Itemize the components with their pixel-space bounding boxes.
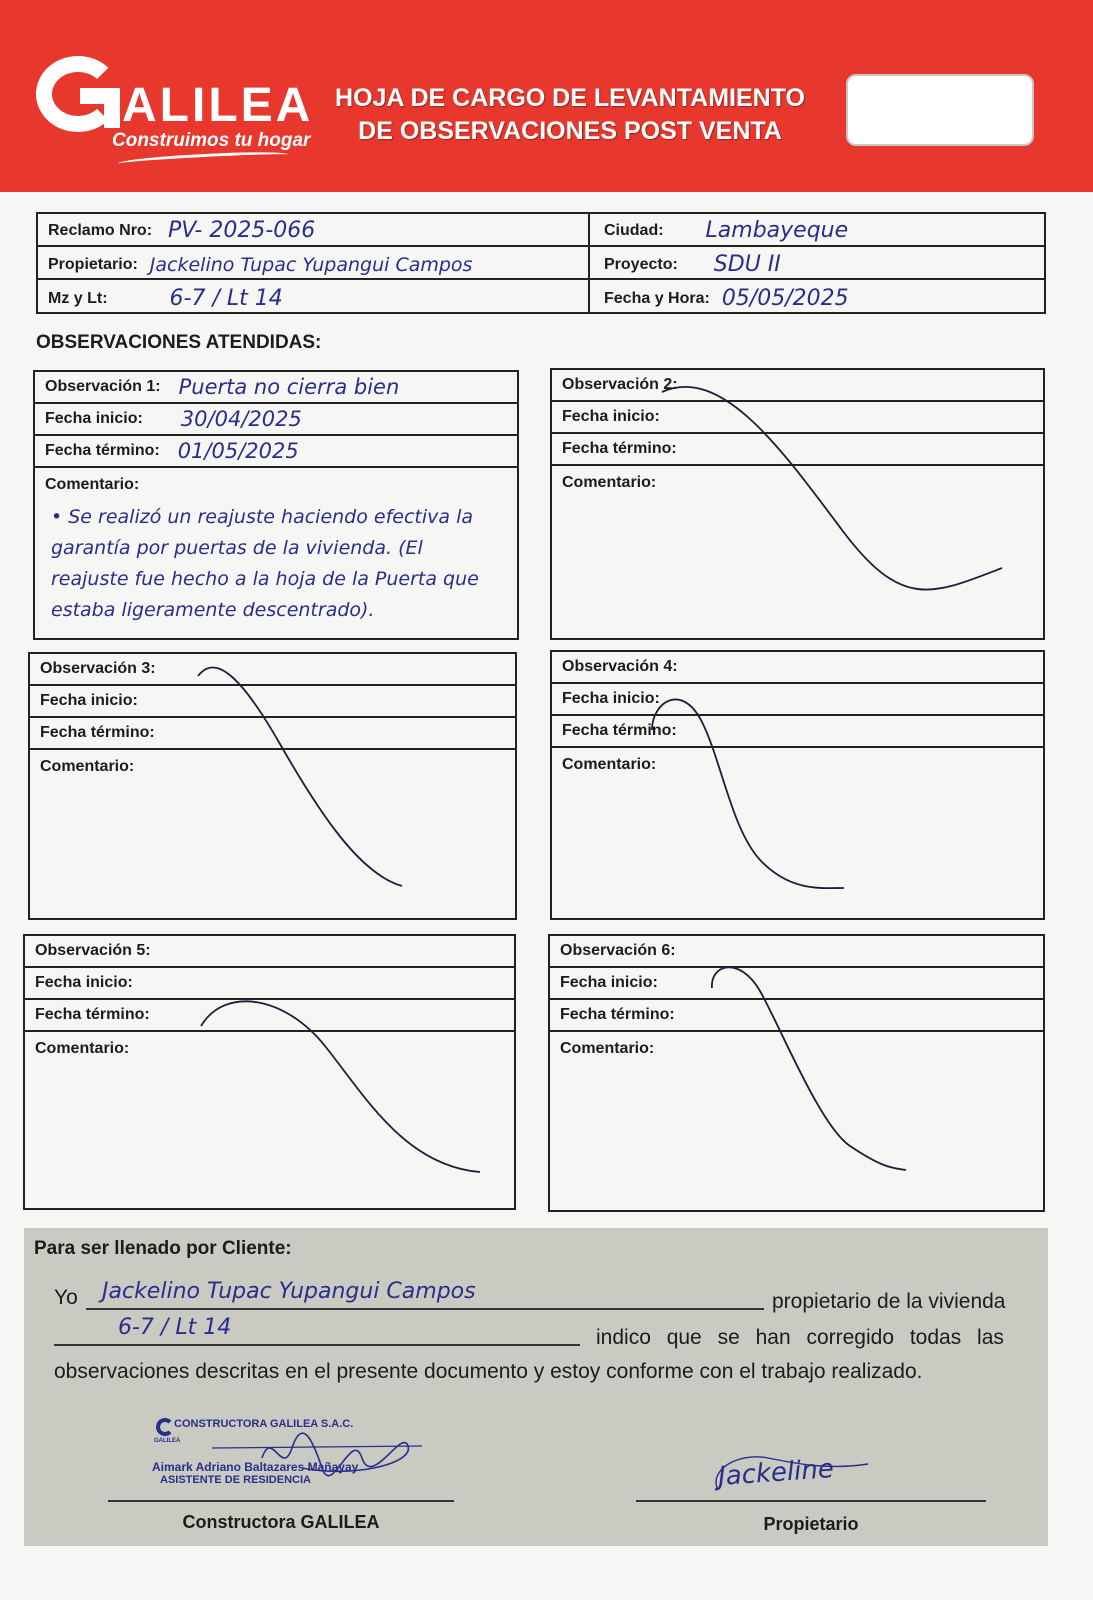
fecha-termino-label: Fecha término: [562,722,677,739]
reclamo-label: Reclamo Nro: [48,221,153,239]
fecha-inicio-label: Fecha inicio: [45,410,143,427]
propietario-value: Jackelino Tupac Yupangui Campos [149,253,473,276]
observation-field[interactable] [30,654,515,686]
header-banner [0,0,1093,192]
mzlt-label: Mz y Lt: [48,289,108,307]
client-name-field[interactable] [86,1280,764,1310]
document-code-box[interactable] [846,74,1034,146]
company-signature [152,1418,422,1498]
claim-info-table [36,212,1046,314]
fecha-termino-field[interactable] [35,436,517,468]
yo-label: Yo [54,1286,78,1309]
logo-swoosh [118,150,288,169]
stamp-brand: GALILEA [154,1438,181,1444]
proyecto-field[interactable] [604,248,781,281]
vivienda-value: 6-7 / Lt 14 [118,1315,232,1340]
fecha-inicio-label: Fecha inicio: [562,690,660,707]
fecha-termino-field[interactable] [25,1000,514,1032]
fecha-field[interactable] [604,282,849,315]
stamp-role: ASISTENTE DE RESIDENCIA [160,1474,311,1486]
propietario-text: propietario de la vivienda [772,1290,1006,1313]
observation-box-4 [550,650,1045,920]
logo-g-stem [104,88,120,128]
owner-signature-line [636,1500,986,1502]
stamp-company: CONSTRUCTORA GALILEA S.A.C. [174,1418,354,1430]
vivienda-field[interactable] [54,1314,580,1346]
fecha-inicio-label: Fecha inicio: [40,692,138,709]
ciudad-value: Lambayeque [705,218,849,243]
company-signature-caption: Constructora GALILEA [182,1512,380,1532]
observation-box-1 [33,370,519,640]
observation-field[interactable] [35,372,517,404]
ciudad-field[interactable] [604,214,848,247]
client-section [24,1228,1048,1546]
fecha-termino-label: Fecha término: [560,1006,675,1023]
fecha-inicio-field[interactable] [35,404,517,436]
company-signature-line [108,1500,454,1502]
observation-box-3 [28,652,517,920]
observation-box-6 [548,934,1045,1212]
observation-label: Observación 3: [40,660,156,677]
document-title [330,82,810,148]
logo-tagline: Construimos tu hogar [112,130,311,151]
fecha-inicio-label: Fecha inicio: [562,408,660,425]
proyecto-label: Proyecto: [604,255,678,273]
reclamo-field[interactable] [48,214,315,247]
indico-text: indico que se han corregido todas las [596,1326,1004,1349]
comentario-label: Comentario: [562,474,657,491]
client-name-value: Jackelino Tupac Yupangui Campos [102,1279,476,1304]
fecha-inicio-field[interactable] [30,686,515,718]
company-stamp [152,1418,422,1498]
fecha-termino-value: 01/05/2025 [177,439,299,463]
logo-wordmark: ALILEA [122,79,314,132]
conformity-statement: observaciones descritas en el presente documento y estoy conforme con el trabajo realizado. [54,1360,923,1383]
observation-label: Observación 5: [35,942,151,959]
observation-field[interactable] [550,936,1043,968]
observation-field[interactable] [552,370,1043,402]
owner-signature: Jackeline [717,1453,835,1493]
mzlt-value: 6-7 / Lt 14 [169,286,283,311]
ciudad-label: Ciudad: [604,221,664,239]
fecha-inicio-label: Fecha inicio: [560,974,658,991]
fecha-inicio-field[interactable] [552,684,1043,716]
observation-box-5 [23,934,516,1210]
observation-value: Puerta no cierra bien [178,375,400,399]
observation-label: Observación 4: [562,658,678,675]
fecha-termino-field[interactable] [552,716,1043,748]
fecha-termino-label: Fecha término: [562,440,677,457]
fecha-termino-field[interactable] [552,434,1043,466]
fecha-termino-field[interactable] [30,718,515,750]
comentario-label: Comentario: [562,756,657,773]
comentario-label: Comentario: [40,758,135,775]
observation-label: Observación 2: [562,376,678,393]
document-title-line1: HOJA DE CARGO DE LEVANTAMIENTO [335,84,805,112]
fecha-termino-field[interactable] [550,1000,1043,1032]
owner-signature-flourish [708,1450,878,1500]
fecha-value: 05/05/2025 [721,286,849,311]
comentario-label: Comentario: [560,1040,655,1057]
fecha-termino-label: Fecha término: [45,442,160,459]
client-section-title: Para ser llenado por Cliente: [34,1238,292,1259]
comentario-label: Comentario: [45,476,140,493]
fecha-inicio-value: 30/04/2025 [180,407,302,431]
comentario-value[interactable]: • Se realizó un reajuste haciendo efectiva la garantía por puertas de la vivienda. (El reajuste fue hecho a la hoja de la Puerta que estaba ligeramente descentrado). [51,506,479,621]
stamp-person: Aimark Adriano Baltazares Mañayay [152,1460,359,1474]
reclamo-value: PV- 2025-066 [168,218,316,243]
propietario-field[interactable] [48,248,472,281]
fecha-termino-label: Fecha término: [40,724,155,741]
fecha-inicio-label: Fecha inicio: [35,974,133,991]
observation-field[interactable] [552,652,1043,684]
proyecto-value: SDU II [713,252,781,277]
section-title: OBSERVACIONES ATENDIDAS: [36,332,322,353]
observation-label: Observación 1: [45,378,161,395]
document-title-line2: DE OBSERVACIONES POST VENTA [358,117,782,145]
observation-box-2 [550,368,1045,640]
mzlt-field[interactable] [48,282,283,315]
comentario-label: Comentario: [35,1040,130,1057]
fecha-inicio-field[interactable] [25,968,514,1000]
fecha-label: Fecha y Hora: [604,289,710,307]
fecha-inicio-field[interactable] [552,402,1043,434]
fecha-termino-label: Fecha término: [35,1006,150,1023]
propietario-label: Propietario: [48,255,138,273]
owner-signature-caption: Propietario [763,1514,859,1534]
fecha-inicio-field[interactable] [550,968,1043,1000]
observation-label: Observación 6: [560,942,676,959]
observation-field[interactable] [25,936,514,968]
